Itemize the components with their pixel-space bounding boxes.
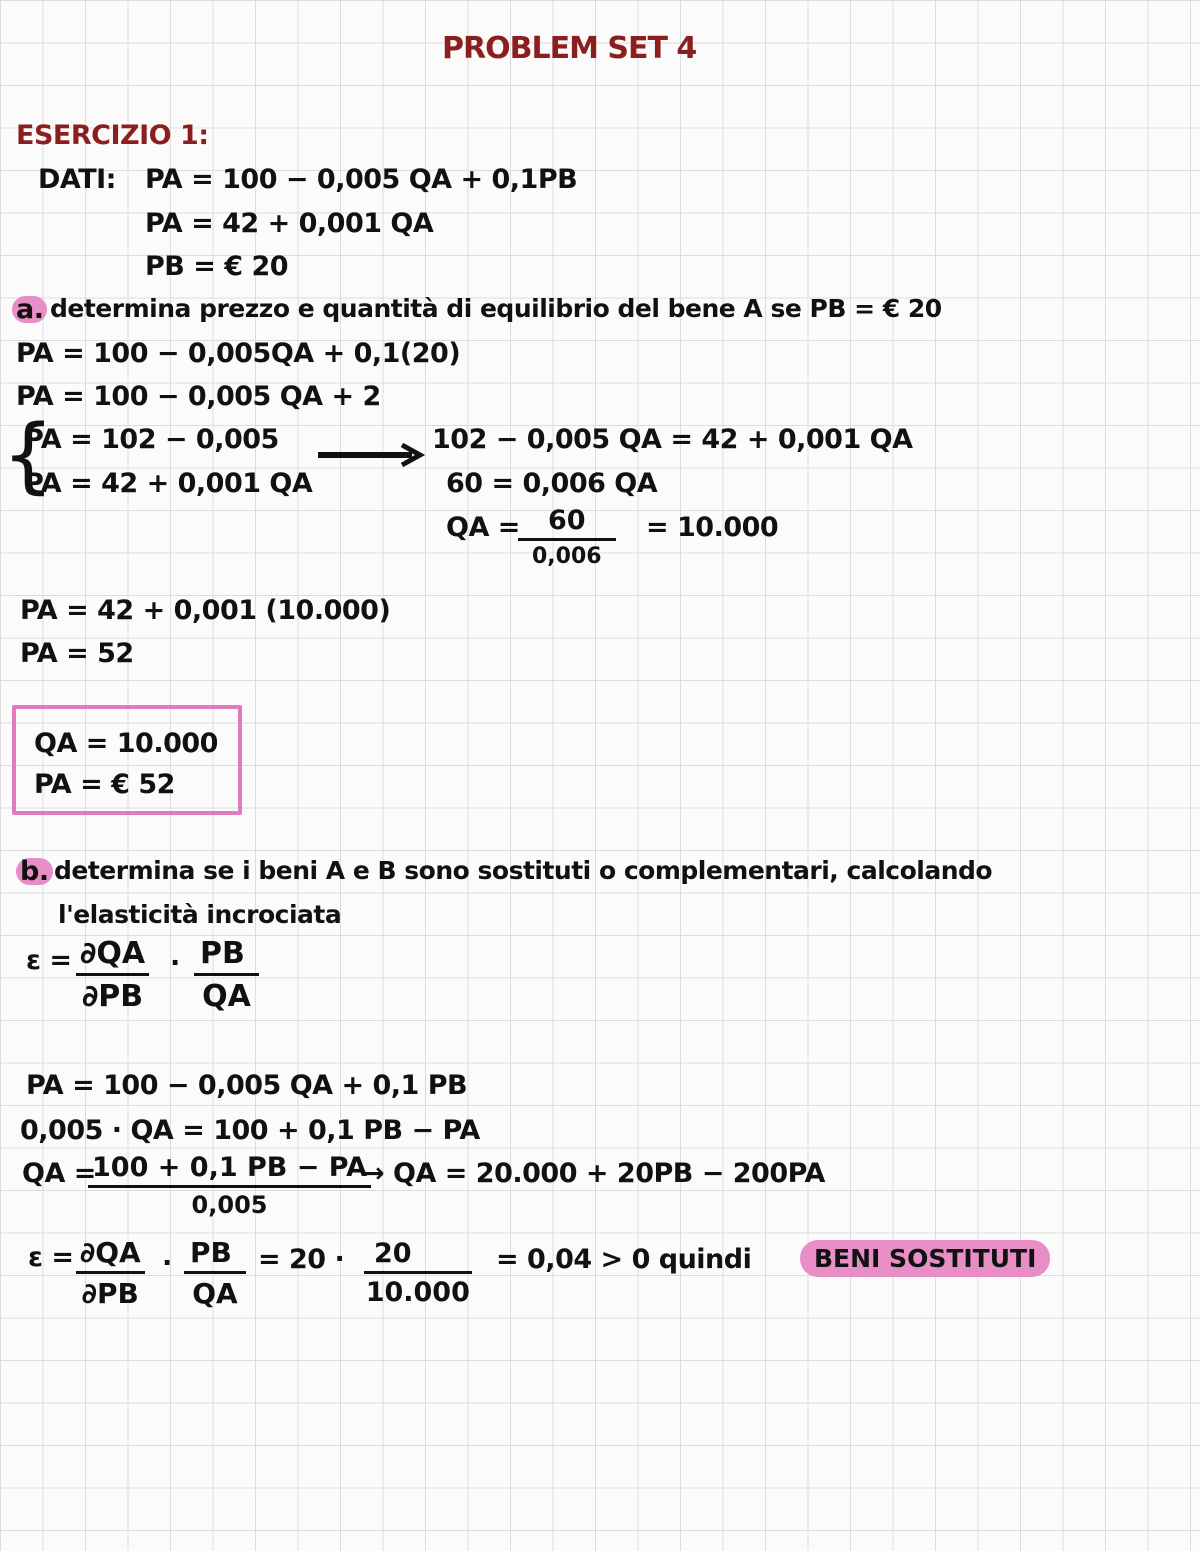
price-step-2: PA = 52 xyxy=(20,638,134,669)
page-title: PROBLEM SET 4 xyxy=(442,31,697,66)
elasticity-partial-denominator: ∂PB xyxy=(81,979,144,1014)
implies-arrow-icon xyxy=(316,440,426,470)
elasticity-lhs: ε = xyxy=(26,945,72,976)
elasticity-dot: · xyxy=(170,948,180,979)
elasticity-ratio xyxy=(194,936,259,1014)
rearrange-fraction xyxy=(88,1152,371,1219)
system-brace: { xyxy=(2,408,55,503)
system-line-2: PA = 42 + 0,001 QA xyxy=(24,468,313,499)
rearrange-lhs: QA = xyxy=(22,1158,96,1189)
elasticity-partial xyxy=(76,936,149,1014)
solve-frac-lhs: QA = xyxy=(446,512,520,543)
final-value-fraction xyxy=(364,1238,472,1308)
elasticity-ratio-numerator: PB xyxy=(194,936,259,976)
step-b-1: PA = 100 − 0,005 QA + 0,1 PB xyxy=(26,1070,468,1101)
final-result: = 0,04 > 0 quindi xyxy=(496,1244,752,1275)
conclusion-highlight: BENI SOSTITUTI xyxy=(800,1240,1050,1277)
rearrange-fraction-numerator: 100 + 0,1 PB − PA xyxy=(88,1152,371,1188)
part-b-question-2: l'elasticità incrociata xyxy=(58,900,342,929)
exercise-heading: ESERCIZIO 1: xyxy=(16,120,209,151)
system-line-1: PA = 102 − 0,005 xyxy=(24,424,279,455)
part-b-question-1: determina se i beni A e B sono sostituti o complementari, calcolando xyxy=(54,856,993,885)
given-demand: PA = 100 − 0,005 QA + 0,1PB xyxy=(145,164,578,195)
solve-line-1: 102 − 0,005 QA = 42 + 0,001 QA xyxy=(432,424,913,455)
part-b-label: b. xyxy=(16,858,53,885)
final-partial xyxy=(76,1236,145,1310)
answer-price: PA = € 52 xyxy=(34,769,175,800)
answer-quantity: QA = 10.000 xyxy=(34,728,218,759)
step-b-2: 0,005 · QA = 100 + 0,1 PB − PA xyxy=(20,1115,480,1146)
solve-fraction-numerator: 60 xyxy=(518,505,616,541)
data-label: DATI: xyxy=(38,164,116,195)
final-ratio-denominator: QA xyxy=(192,1277,238,1310)
final-eq: = 20 · xyxy=(258,1244,345,1275)
final-value-denominator: 10.000 xyxy=(365,1277,470,1308)
rearrange-result: → QA = 20.000 + 20PB − 200PA xyxy=(362,1158,825,1189)
part-a-question: determina prezzo e quantità di equilibrio del bene A se PB = € 20 xyxy=(50,294,942,323)
final-ratio-numerator: PB xyxy=(184,1236,246,1274)
final-ratio xyxy=(184,1236,246,1310)
rearrange-fraction-denominator: 0,005 xyxy=(191,1191,268,1219)
solve-line-2: 60 = 0,006 QA xyxy=(446,468,658,499)
final-value-numerator: 20 xyxy=(364,1238,472,1274)
solve-fraction xyxy=(518,505,616,569)
step-a-2: PA = 100 − 0,005 QA + 2 xyxy=(16,381,381,412)
final-partial-numerator: ∂QA xyxy=(76,1236,145,1274)
price-step-1: PA = 42 + 0,001 (10.000) xyxy=(20,595,391,626)
final-dot: · xyxy=(162,1248,172,1279)
elasticity-partial-numerator: ∂QA xyxy=(76,936,149,976)
given-supply: PA = 42 + 0,001 QA xyxy=(145,208,434,239)
elasticity-ratio-denominator: QA xyxy=(202,979,251,1014)
part-a-label: a. xyxy=(12,296,47,323)
final-partial-denominator: ∂PB xyxy=(81,1277,139,1310)
final-lhs: ε = xyxy=(28,1242,74,1273)
given-price-b: PB = € 20 xyxy=(145,251,289,282)
solve-frac-result: = 10.000 xyxy=(646,512,779,543)
solve-fraction-denominator: 0,006 xyxy=(531,544,602,569)
step-a-1: PA = 100 − 0,005QA + 0,1(20) xyxy=(16,338,461,369)
